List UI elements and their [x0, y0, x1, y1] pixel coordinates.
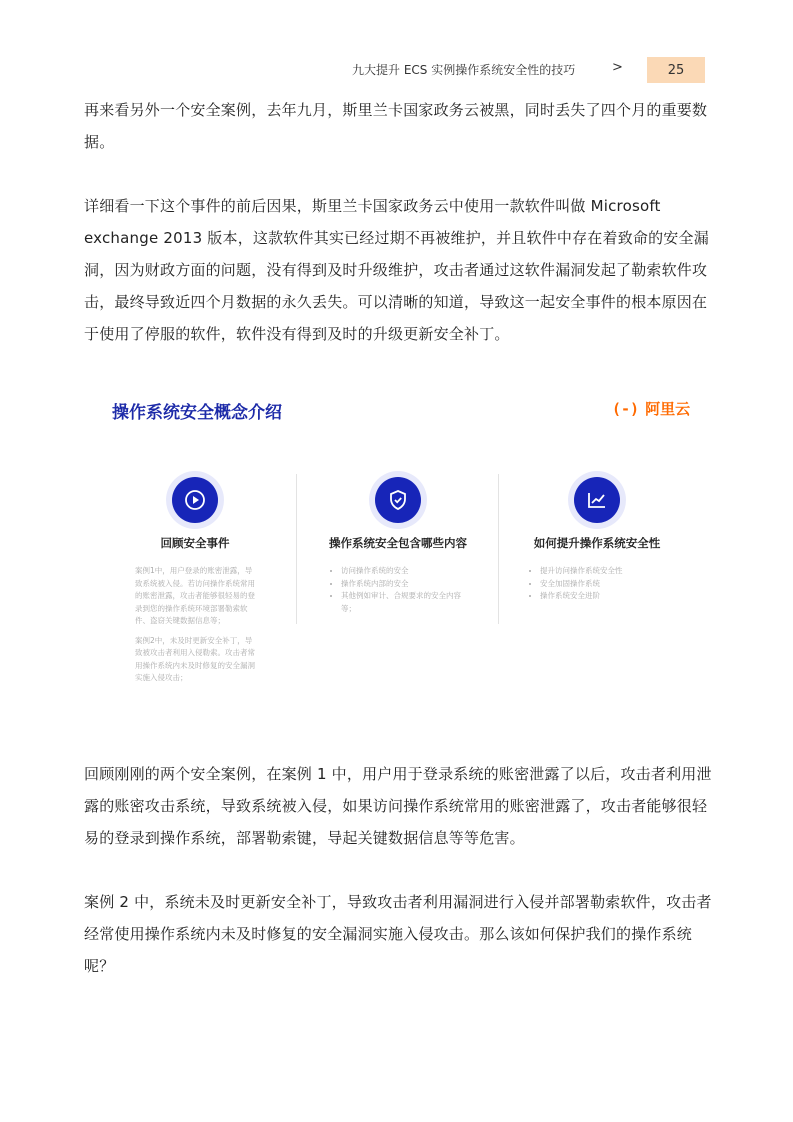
aliyun-logo-text: 阿里云 [645, 400, 691, 418]
list-item: • 安全加固操作系统 [540, 578, 660, 591]
list-item: • 提升访问操作系统安全性 [540, 565, 660, 578]
column-divider [498, 474, 499, 624]
running-header-title: 九大提升 ECS 实例操作系统安全性的技巧 [352, 63, 576, 77]
shield-check-icon [375, 477, 421, 523]
list-item: • 操作系统安全进阶 [540, 590, 660, 603]
column-body [502, 565, 660, 603]
aliyun-logo-icon: (-) [612, 399, 640, 418]
paragraph-review: 回顾刚刚的两个安全案例，在案例 1 中，用户用于登录系统的账密泄露了以后，攻击者利用泄露的账密攻击系统，导致系统被入侵，如果访问操作系统常用的账密泄露了，攻击者能够很轻易的登录到操作系统，部署勒索键，导起关键数据信息等等危害。 [84, 765, 712, 847]
slide-column-improve [502, 477, 692, 603]
slide-title: 操作系统安全概念介绍 [112, 403, 282, 423]
list-item: • 其他例如审计、合规要求的安全内容等； [341, 590, 461, 615]
column-body [303, 565, 461, 615]
trend-chart-icon [574, 477, 620, 523]
paragraph-case-detail: 详细看一下这个事件的前后因果，斯里兰卡国家政务云中使用一款软件叫做 Microsoft exchange 2013 版本，这款软件其实已经过期不再被维护，并且软件中存在着致命的安全漏洞，因为财政方面的问题，没有得到及时升级维护，攻击者通过这软件漏洞发起了勒索软件攻击，最终导致近四个月数据的永久丢失。可以清晰的知道，导致这一起安全事件的根本原因在于使用了停服的软件，软件没有得到及时的升级更新安全补丁。 [84, 197, 709, 343]
column-divider [296, 474, 297, 624]
slide-column-contents [303, 477, 493, 615]
play-icon [172, 477, 218, 523]
slide-image [100, 382, 700, 712]
column-body [100, 565, 255, 685]
paragraph-case-intro: 再来看另外一个安全案例，去年九月，斯里兰卡国家政务云被黑，同时丢失了四个月的重要数据。 [84, 101, 708, 151]
slide-column-review [100, 477, 290, 692]
list-item: • 访问操作系统的安全 [341, 565, 461, 578]
column-title: 操作系统安全包含哪些内容 [329, 536, 467, 550]
column-paragraph: 案例1中，用户登录的账密泄露，导致系统被入侵。若访问操作系统常用的账密泄露，攻击者能够很轻易的登录到您的操作系统环境部署勒索软件、盗窃关键数据信息等； [135, 566, 255, 625]
column-paragraph: 案例2中，未及时更新安全补丁，导致被攻击者利用入侵勒索。攻击者常用操作系统内未及时修复的安全漏洞实施入侵攻击； [135, 635, 255, 682]
aliyun-logo [612, 398, 690, 419]
paragraph-case2: 案例 2 中，系统未及时更新安全补丁，导致攻击者利用漏洞进行入侵并部署勒索软件，攻击者经常使用操作系统内未及时修复的安全漏洞实施入侵攻击。那么该如何保护我们的操作系统呢？ [84, 893, 712, 975]
page-number: 25 [647, 57, 705, 83]
chevron-right-icon: > [612, 60, 623, 75]
column-title: 如何提升操作系统安全性 [533, 536, 661, 550]
column-title: 回顾安全事件 [160, 536, 230, 550]
list-item: • 操作系统内部的安全 [341, 578, 461, 591]
